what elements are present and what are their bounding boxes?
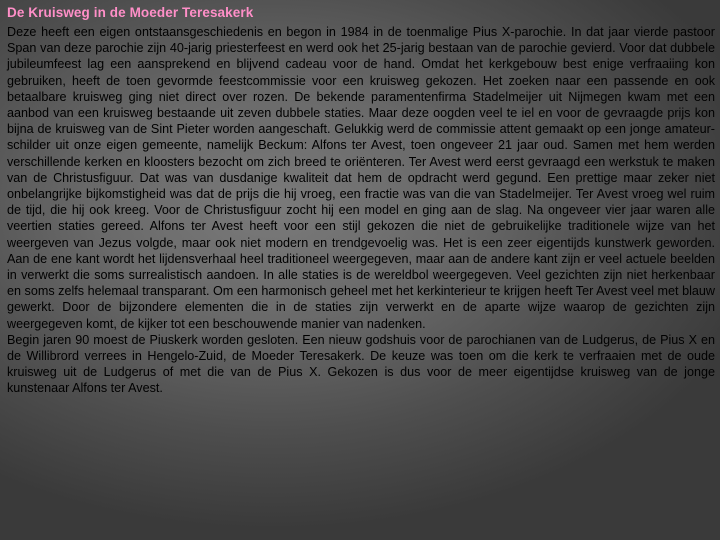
- body-paragraph: Deze heeft een eigen ontstaansgeschiedenis en begon in 1984 in de toenmalige Pius X-parochie. In dat jaar vierde pastoor Span van deze parochie zijn 40-jarig priesterfeest en werd ook het 25-jarig bestaan van de parochie gevierd. Voor dat dubbele jubileumfeest lag een aansprekend en blijvend cadeau voor de hand. Omdat het kerkgebouw best enige verfraaiing kon gebruiken, heeft de toen gevormde feestcommissie voor een kruisweg gekozen. Het zoeken naar een passende en ook betaalbare kruisweg ging niet direct over rozen. De bekende paramentenfirma Stadelmeijer uit Nijmegen kwam met een aanbod van een kruisweg bestaande uit zeven dubbele staties. Maar deze oogden veel te iel en voor de gevraagde prijs kon bijna de kruisweg van de Sint Pieter worden aangeschaft. Gelukkig werd de commissie attent gemaakt op een jonge amateur-schilder uit onze eigen gemeente, namelijk Beckum: Alfons ter Avest, toen ongeveer 21 jaar oud. Samen met hem werden verschillende kerken en kloosters bezocht om zich breed te oriënteren. Ter Avest werd eerst gevraagd een werkstuk te maken van de Christusfiguur. Dat was van dusdanige kwaliteit dat hem de opdracht werd gegund. Een prettige maar zeker niet onbelangrijke bijkomstigheid was dat de prijs die hij vroeg, een fractie was van die van Stadelmeijer. Ter Avest vroeg wel ruim de tijd, die hij ook kreeg. Voor de Christusfiguur zocht hij een model en ging aan de slag. Na ongeveer vier jaar waren alle veertien staties gereed. Alfons ter Avest heeft voor een stijl gekozen die niet de gebruikelijke traditionele wijze van het weergeven van Jezus volgde, maar ook niet modern en trendgevoelig was. Het is een zeer eigentijds kunstwerk geworden. Aan de ene kant wordt het lijdensverhaal heel traditioneel weergegeven, maar aan de andere kant zijn er veel actuele beelden in verwerkt die soms surrealistisch aandoen. In alle staties is de wereldbol weergegeven. Veel gezichten zijn niet herkenbaar en soms zelfs helemaal transparant. Om een harmonisch geheel met het kerkinterieur te krijgen heeft Ter Avest veel met blauw gewerkt. Door de bijzondere elementen die in de staties zijn verwerkt en de aparte wijze waarop de gezichten zijn weergegeven komt, de kijker tot een beschouwende manier van nadenken.: [7, 25, 715, 331]
- body-paragraph: Begin jaren 90 moest de Piuskerk worden gesloten. Een nieuw godshuis voor de parochianen van de Ludgerus, de Pius X en de Willibrord verrees in Hengelo-Zuid, de Moeder Teresakerk. De keuze was toen om die kerk te verfraaien met de oude kruisweg uit de Ludgerus of met die van de Pius X. Gekozen is dus voor de meer eigentijdse kruisweg van de jonge kunstenaar Alfons ter Avest.: [7, 332, 715, 396]
- slide-body: [7, 24, 715, 397]
- slide-title: De Kruisweg in de Moeder Teresakerk: [7, 5, 254, 20]
